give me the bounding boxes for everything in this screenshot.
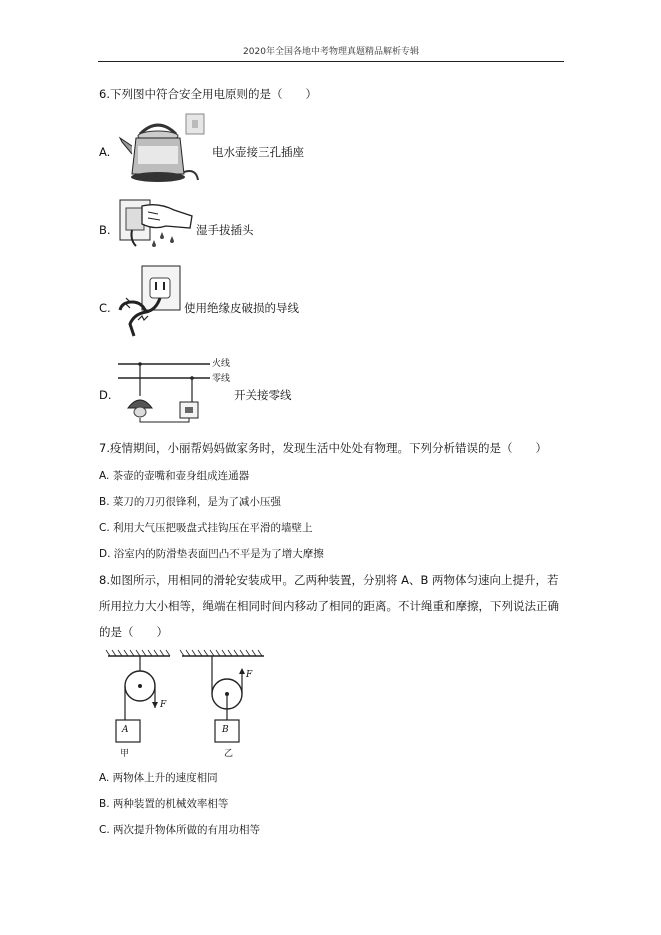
right-force-label: F <box>246 670 253 680</box>
q6-option-c-label: C. <box>99 301 111 315</box>
q7-option-d: D. 浴室内的防滑垫表面凹凸不平是为了增大摩擦 <box>99 548 324 560</box>
live-wire-label: 火线 <box>212 359 231 369</box>
q8-option-b: B. 两种装置的机械效率相等 <box>99 798 229 810</box>
q8-option-c: C. 两次提升物体所做的有用功相等 <box>99 824 261 836</box>
q7-option-c: C. 利用大气压把吸盘式挂钩压在平滑的墙壁上 <box>99 522 313 534</box>
q8-option-a: A. 两物体上升的速度相同 <box>99 772 218 784</box>
block-b-label: B <box>222 725 229 735</box>
question-8-stem-line2: 所用拉力大小相等，绳端在相同时间内移动了相同的距离。不计绳重和摩擦，下列说法正确 <box>99 599 559 613</box>
kettle-image <box>118 112 210 190</box>
question-6-stem: 6.下列图中符合安全用电原则的是（ ） <box>99 87 317 101</box>
right-ceiling <box>180 650 264 656</box>
q6-option-a-text: 电水壶接三孔插座 <box>212 145 304 159</box>
question-8-stem-line1: 8.如图所示，用相同的滑轮安装成甲。乙两种装置，分别将 A、B 两物体匀速向上提升，若 <box>99 573 559 587</box>
q6-option-b-text: 湿手拔插头 <box>196 223 254 237</box>
q6-option-a-label: A. <box>99 145 111 159</box>
pulley-figure <box>104 648 284 760</box>
page-header: 2020年全国各地中考物理真题精品解析专辑 <box>98 44 564 62</box>
q6-option-d-label: D. <box>99 388 112 402</box>
left-ceiling <box>106 650 170 656</box>
q7-option-a: A. 茶壶的壶嘴和壶身组成连通器 <box>99 470 250 482</box>
question-7-stem: 7.疫情期间，小丽帮妈妈做家务时，发现生活中处处有物理。下列分析错误的是（ ） <box>99 441 547 455</box>
left-force-label: F <box>160 700 167 710</box>
block-a-label: A <box>122 725 129 735</box>
damaged-wire-image <box>116 264 184 338</box>
neutral-wire-label: 零线 <box>212 374 231 384</box>
q6-option-c-text: 使用绝缘皮破损的导线 <box>184 301 299 315</box>
q6-option-d-text: 开关接零线 <box>234 388 292 402</box>
q7-option-b: B. 菜刀的刀刃很锋利，是为了减小压强 <box>99 496 281 508</box>
right-caption: 乙 <box>224 749 234 759</box>
question-8-stem-line3: 的是（ ） <box>99 625 168 639</box>
wet-hand-plug-image <box>118 196 196 252</box>
left-caption: 甲 <box>120 749 130 759</box>
q6-option-b-label: B. <box>99 223 111 237</box>
